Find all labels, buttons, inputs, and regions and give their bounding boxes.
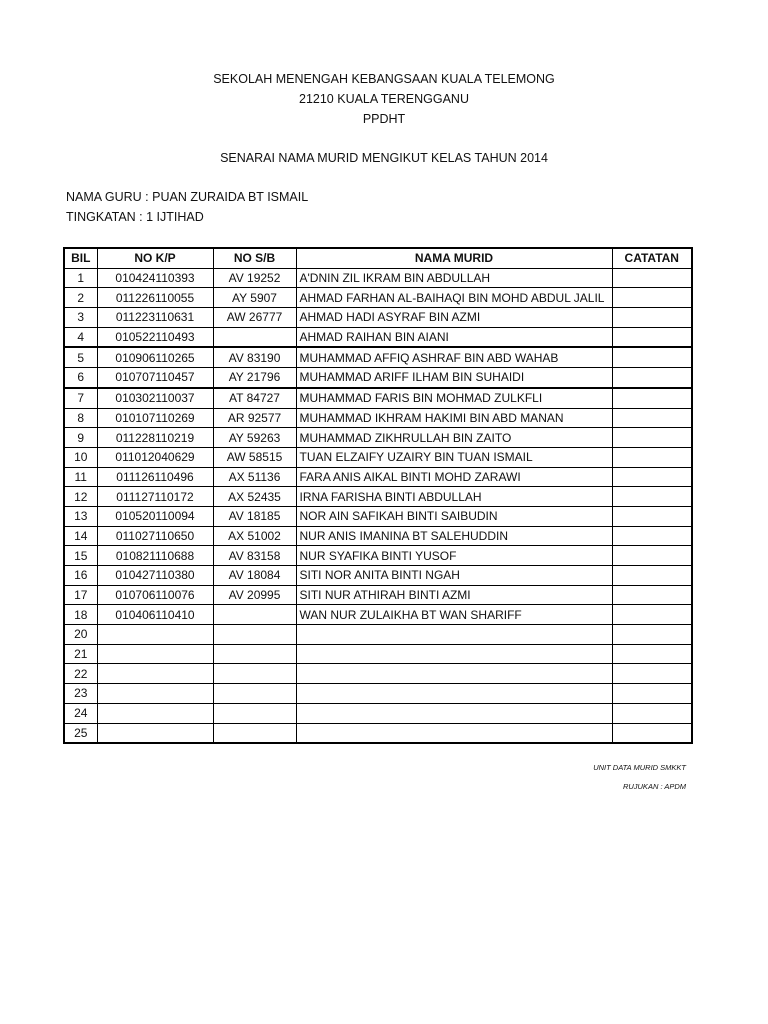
- table-row: [64, 467, 692, 487]
- cell-nama-murid: TUAN ELZAIFY UZAIRY BIN TUAN ISMAIL: [296, 447, 612, 467]
- cell-no-sb: [213, 605, 296, 625]
- cell-no-sb: AY 21796: [213, 368, 296, 388]
- cell-no-kp: 011027110650: [97, 526, 213, 546]
- cell-bil: 7: [64, 388, 97, 408]
- column-header-no-kp: NO K/P: [97, 248, 213, 268]
- student-roster-table: [63, 247, 693, 744]
- cell-nama-murid: [296, 644, 612, 664]
- column-header-bil: BIL: [64, 248, 97, 268]
- table-row: [64, 546, 692, 566]
- cell-catatan: [612, 388, 692, 408]
- cell-no-sb: [213, 327, 296, 347]
- cell-no-kp: 010520110094: [97, 506, 213, 526]
- page-title: SENARAI NAMA MURID MENGIKUT KELAS TAHUN 2014: [220, 151, 548, 165]
- cell-catatan: [612, 408, 692, 428]
- cell-bil: 8: [64, 408, 97, 428]
- cell-nama-murid: MUHAMMAD ARIFF ILHAM BIN SUHAIDI: [296, 368, 612, 388]
- cell-no-kp: 010906110265: [97, 347, 213, 367]
- cell-no-kp: 011223110631: [97, 308, 213, 328]
- table-row: [64, 605, 692, 625]
- table-row: [64, 347, 692, 367]
- cell-no-kp: 010406110410: [97, 605, 213, 625]
- cell-no-sb: AV 83190: [213, 347, 296, 367]
- footer-unit: UNIT DATA MURID SMKKT: [593, 763, 686, 772]
- cell-no-kp: [97, 723, 213, 743]
- cell-nama-murid: MUHAMMAD AFFIQ ASHRAF BIN ABD WAHAB: [296, 347, 612, 367]
- cell-no-kp: 011127110172: [97, 487, 213, 507]
- cell-no-kp: [97, 625, 213, 645]
- cell-no-sb: [213, 644, 296, 664]
- table-row: [64, 308, 692, 328]
- school-name: SEKOLAH MENENGAH KEBANGSAAN KUALA TELEMONG: [213, 72, 555, 86]
- cell-nama-murid: AHMAD RAIHAN BIN AIANI: [296, 327, 612, 347]
- cell-no-kp: 011126110496: [97, 467, 213, 487]
- table-row: [64, 664, 692, 684]
- cell-no-kp: [97, 644, 213, 664]
- cell-bil: 25: [64, 723, 97, 743]
- cell-nama-murid: SITI NOR ANITA BINTI NGAH: [296, 566, 612, 586]
- cell-no-sb: AV 20995: [213, 585, 296, 605]
- cell-nama-murid: WAN NUR ZULAIKHA BT WAN SHARIFF: [296, 605, 612, 625]
- cell-nama-murid: MUHAMMAD IKHRAM HAKIMI BIN ABD MANAN: [296, 408, 612, 428]
- cell-catatan: [612, 585, 692, 605]
- cell-catatan: [612, 684, 692, 704]
- table-row: [64, 388, 692, 408]
- cell-no-kp: [97, 703, 213, 723]
- footer-reference: RUJUKAN : APDM: [622, 782, 686, 791]
- cell-no-kp: 010706110076: [97, 585, 213, 605]
- cell-catatan: [612, 703, 692, 723]
- cell-catatan: [612, 308, 692, 328]
- cell-bil: 18: [64, 605, 97, 625]
- cell-bil: 22: [64, 664, 97, 684]
- cell-nama-murid: NOR AIN SAFIKAH BINTI SAIBUDIN: [296, 506, 612, 526]
- cell-catatan: [612, 664, 692, 684]
- cell-no-kp: [97, 664, 213, 684]
- cell-no-sb: AX 51002: [213, 526, 296, 546]
- cell-no-sb: AV 18084: [213, 566, 296, 586]
- cell-catatan: [612, 487, 692, 507]
- cell-no-sb: [213, 723, 296, 743]
- cell-no-kp: [97, 684, 213, 704]
- cell-nama-murid: [296, 664, 612, 684]
- table-row: [64, 703, 692, 723]
- cell-bil: 16: [64, 566, 97, 586]
- cell-no-kp: 010427110380: [97, 566, 213, 586]
- cell-no-kp: 010424110393: [97, 268, 213, 288]
- table-row: [64, 644, 692, 664]
- column-header-catatan: CATATAN: [612, 248, 692, 268]
- cell-catatan: [612, 347, 692, 367]
- column-header-nama-murid: NAMA MURID: [296, 248, 612, 268]
- table-row: [64, 447, 692, 467]
- table-row: [64, 268, 692, 288]
- cell-no-sb: AW 58515: [213, 447, 296, 467]
- table-row: [64, 368, 692, 388]
- cell-nama-murid: MUHAMMAD FARIS BIN MOHMAD ZULKFLI: [296, 388, 612, 408]
- cell-no-sb: AV 83158: [213, 546, 296, 566]
- table-row: [64, 723, 692, 743]
- cell-no-sb: [213, 664, 296, 684]
- cell-bil: 4: [64, 327, 97, 347]
- district-office: PPDHT: [362, 112, 406, 126]
- cell-bil: 6: [64, 368, 97, 388]
- cell-bil: 5: [64, 347, 97, 367]
- cell-bil: 13: [64, 506, 97, 526]
- cell-no-kp: 010302110037: [97, 388, 213, 408]
- cell-no-sb: AV 19252: [213, 268, 296, 288]
- cell-catatan: [612, 467, 692, 487]
- cell-nama-murid: [296, 684, 612, 704]
- table-row: [64, 487, 692, 507]
- cell-no-kp: 010522110493: [97, 327, 213, 347]
- cell-no-sb: AY 59263: [213, 428, 296, 448]
- cell-bil: 1: [64, 268, 97, 288]
- cell-bil: 23: [64, 684, 97, 704]
- cell-catatan: [612, 327, 692, 347]
- cell-no-sb: AR 92577: [213, 408, 296, 428]
- cell-nama-murid: FARA ANIS AIKAL BINTI MOHD ZARAWI: [296, 467, 612, 487]
- cell-bil: 14: [64, 526, 97, 546]
- cell-nama-murid: [296, 703, 612, 723]
- table-row: [64, 625, 692, 645]
- column-header-no-sb: NO S/B: [213, 248, 296, 268]
- cell-no-sb: AX 51136: [213, 467, 296, 487]
- cell-no-kp: 010107110269: [97, 408, 213, 428]
- cell-catatan: [612, 625, 692, 645]
- cell-bil: 10: [64, 447, 97, 467]
- table-row: [64, 566, 692, 586]
- cell-catatan: [612, 526, 692, 546]
- cell-bil: 17: [64, 585, 97, 605]
- cell-nama-murid: NUR SYAFIKA BINTI YUSOF: [296, 546, 612, 566]
- cell-bil: 11: [64, 467, 97, 487]
- cell-catatan: [612, 368, 692, 388]
- cell-nama-murid: [296, 625, 612, 645]
- cell-no-sb: [213, 684, 296, 704]
- cell-catatan: [612, 268, 692, 288]
- cell-bil: 3: [64, 308, 97, 328]
- cell-no-sb: [213, 625, 296, 645]
- cell-catatan: [612, 644, 692, 664]
- cell-catatan: [612, 566, 692, 586]
- table-row: [64, 684, 692, 704]
- cell-catatan: [612, 506, 692, 526]
- cell-nama-murid: AHMAD HADI ASYRAF BIN AZMI: [296, 308, 612, 328]
- table-row: [64, 288, 692, 308]
- table-row: [64, 408, 692, 428]
- cell-bil: 24: [64, 703, 97, 723]
- cell-nama-murid: MUHAMMAD ZIKHRULLAH BIN ZAITO: [296, 428, 612, 448]
- cell-catatan: [612, 546, 692, 566]
- cell-catatan: [612, 288, 692, 308]
- cell-catatan: [612, 447, 692, 467]
- cell-catatan: [612, 723, 692, 743]
- table-row: [64, 327, 692, 347]
- table-row: [64, 585, 692, 605]
- cell-no-sb: [213, 703, 296, 723]
- cell-nama-murid: A'DNIN ZIL IKRAM BIN ABDULLAH: [296, 268, 612, 288]
- cell-no-sb: AV 18185: [213, 506, 296, 526]
- teacher-name: NAMA GURU : PUAN ZURAIDA BT ISMAIL: [66, 190, 309, 204]
- table-row: [64, 506, 692, 526]
- table-row: [64, 428, 692, 448]
- cell-no-kp: 011012040629: [97, 447, 213, 467]
- cell-no-sb: AX 52435: [213, 487, 296, 507]
- cell-catatan: [612, 428, 692, 448]
- cell-bil: 15: [64, 546, 97, 566]
- cell-bil: 2: [64, 288, 97, 308]
- cell-nama-murid: NUR ANIS IMANINA BT SALEHUDDIN: [296, 526, 612, 546]
- table-row: [64, 526, 692, 546]
- cell-nama-murid: SITI NUR ATHIRAH BINTI AZMI: [296, 585, 612, 605]
- cell-no-sb: AY 5907: [213, 288, 296, 308]
- cell-no-sb: AT 84727: [213, 388, 296, 408]
- cell-no-kp: 011228110219: [97, 428, 213, 448]
- school-address: 21210 KUALA TERENGGANU: [299, 92, 469, 106]
- cell-bil: 12: [64, 487, 97, 507]
- cell-bil: 20: [64, 625, 97, 645]
- cell-no-kp: 010821110688: [97, 546, 213, 566]
- class-name: TINGKATAN : 1 IJTIHAD: [66, 210, 204, 224]
- cell-bil: 9: [64, 428, 97, 448]
- cell-nama-murid: [296, 723, 612, 743]
- cell-no-kp: 011226110055: [97, 288, 213, 308]
- cell-nama-murid: AHMAD FARHAN AL-BAIHAQI BIN MOHD ABDUL JALIL: [296, 288, 612, 308]
- cell-bil: 21: [64, 644, 97, 664]
- cell-nama-murid: IRNA FARISHA BINTI ABDULLAH: [296, 487, 612, 507]
- cell-no-sb: AW 26777: [213, 308, 296, 328]
- cell-no-kp: 010707110457: [97, 368, 213, 388]
- table-header-row: [64, 248, 692, 268]
- cell-catatan: [612, 605, 692, 625]
